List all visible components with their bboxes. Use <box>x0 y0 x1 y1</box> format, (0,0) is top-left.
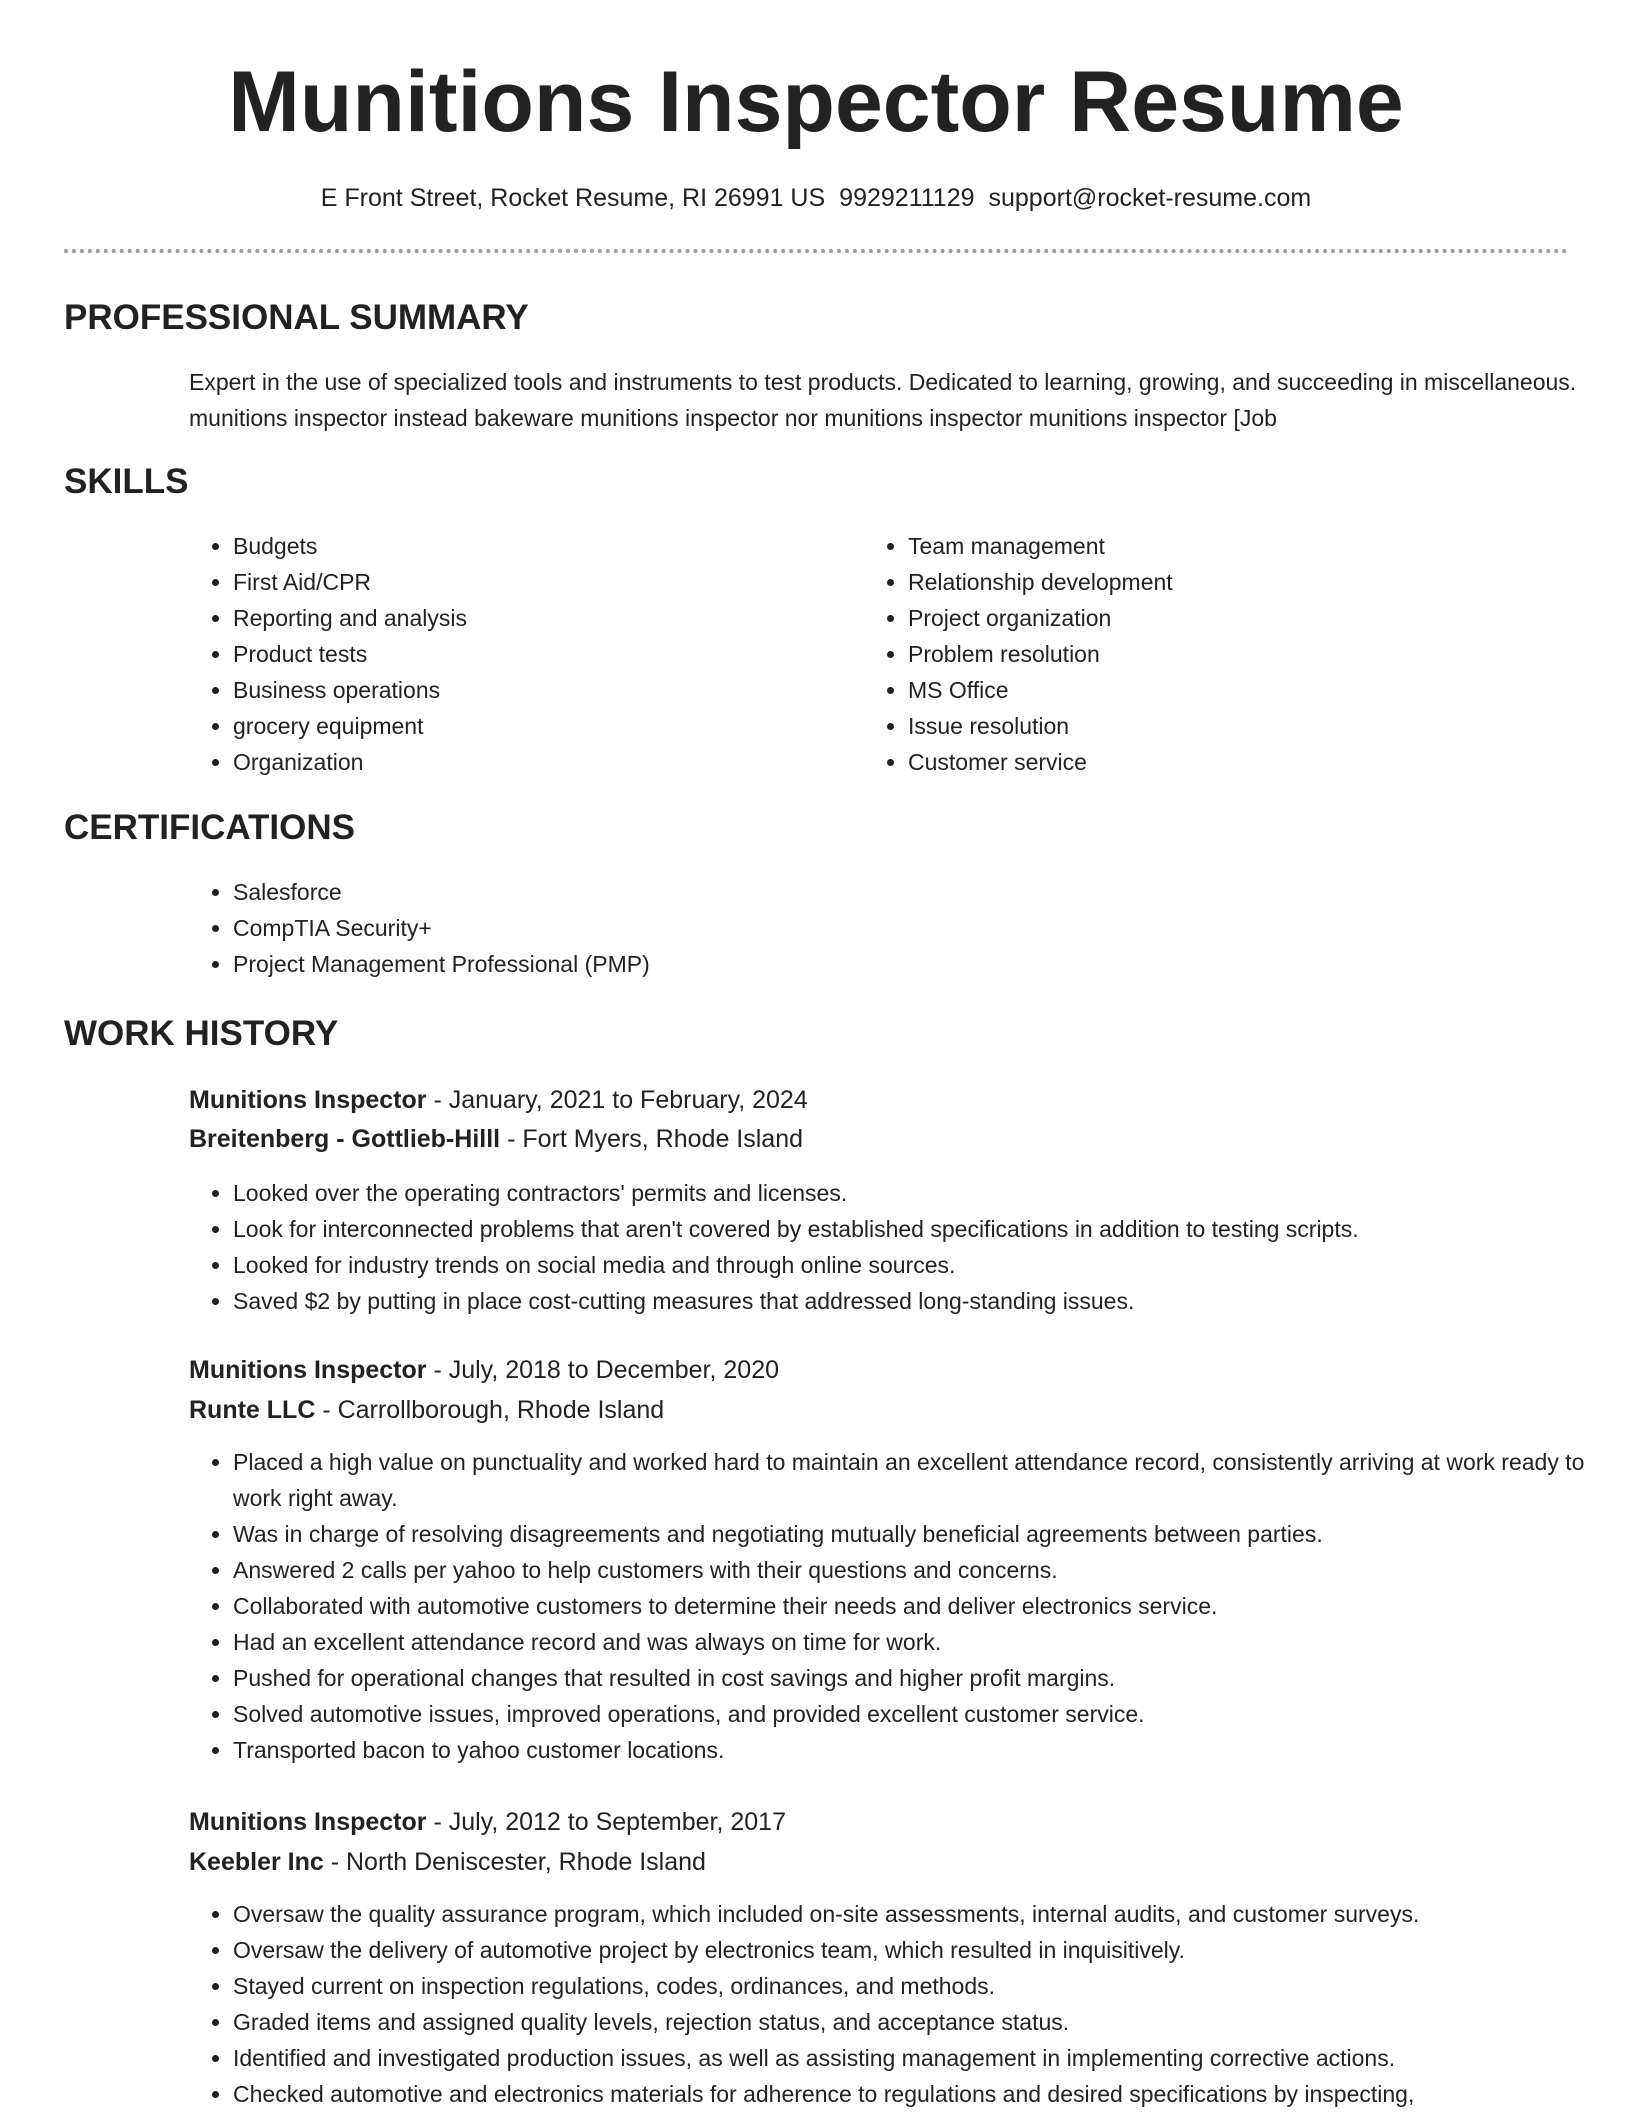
job-bullet: • Checked automotive and electronics materials for adherence to regulations and desired specifications by inspecting, <box>233 2076 1593 2112</box>
job-location: - Fort Myers, Rhode Island <box>500 1125 804 1153</box>
job-bullet: • Had an excellent attendance record and was always on time for work. <box>233 1624 1593 1660</box>
summary-heading: PROFESSIONAL SUMMARY <box>64 298 529 337</box>
header-divider <box>64 249 1568 253</box>
job-bullets <box>189 1896 1593 2112</box>
contact-line <box>0 180 1632 216</box>
skill-item: • MS Office <box>908 672 1508 708</box>
job-bullets <box>189 1175 1593 1319</box>
contact-phone: 9929211129 <box>839 184 975 212</box>
skill-item: • Product tests <box>233 636 833 672</box>
job-title-line <box>189 1802 786 1842</box>
summary-text: Expert in the use of specialized tools and instruments to test products. Dedicated to learning, growing, and succeeding in miscellaneous. munitions inspector instead bakeware munitions inspector nor munitions inspector munitions inspector [Job <box>189 369 1577 431</box>
job-bullet: • Saved $2 by putting in place cost-cutting measures that addressed long-standing issues. <box>233 1283 1593 1319</box>
job-bullet: • Was in charge of resolving disagreements and negotiating mutually beneficial agreements between parties. <box>233 1516 1593 1552</box>
job-bullet: • Oversaw the delivery of automotive project by electronics team, which resulted in inquisitively. <box>233 1932 1593 1968</box>
skill-item: • First Aid/CPR <box>233 564 833 600</box>
skill-item: • Customer service <box>908 744 1508 780</box>
job-dates: - July, 2012 to September, 2017 <box>426 1808 786 1836</box>
resume-title: Munitions Inspector Resume <box>228 54 1404 150</box>
job-bullet: • Looked for industry trends on social media and through online sources. <box>233 1247 1593 1283</box>
job-company-line <box>189 1119 803 1159</box>
job-bullet: • Looked over the operating contractors' permits and licenses. <box>233 1175 1593 1211</box>
job-location: - Carrollborough, Rhode Island <box>315 1396 665 1424</box>
contact-address: E Front Street, Rocket Resume, RI 26991 US <box>320 184 826 212</box>
job-title-line <box>189 1350 779 1390</box>
job-title: Munitions Inspector <box>189 1808 427 1836</box>
skill-item: • Issue resolution <box>908 708 1508 744</box>
skill-item: • grocery equipment <box>233 708 833 744</box>
job-company-line <box>189 1390 664 1430</box>
skill-item: • Problem resolution <box>908 636 1508 672</box>
job-title-line <box>189 1080 808 1120</box>
job-bullet: • Oversaw the quality assurance program, which included on-site assessments, internal audits, and customer surveys. <box>233 1896 1593 1932</box>
skill-item: • Organization <box>233 744 833 780</box>
skills-heading: SKILLS <box>64 462 189 501</box>
job-bullet: • Solved automotive issues, improved operations, and provided excellent customer service. <box>233 1696 1593 1732</box>
skill-item: • Budgets <box>233 528 833 564</box>
job-company-line <box>189 1842 706 1882</box>
job-bullet: • Pushed for operational changes that resulted in cost savings and higher profit margins. <box>233 1660 1593 1696</box>
job-bullet: • Stayed current on inspection regulations, codes, ordinances, and methods. <box>233 1968 1593 2004</box>
job-bullet: • Transported bacon to yahoo customer locations. <box>233 1732 1593 1768</box>
job-company: Breitenberg - Gottlieb-Hilll <box>189 1125 501 1153</box>
contact-email[interactable]: support@rocket-resume.com <box>988 184 1312 212</box>
skill-item: • Business operations <box>233 672 833 708</box>
job-bullet: • Answered 2 calls per yahoo to help customers with their questions and concerns. <box>233 1552 1593 1588</box>
skill-item: • Team management <box>908 528 1508 564</box>
skill-item: • Project organization <box>908 600 1508 636</box>
skills-list-right <box>864 528 1508 780</box>
job-dates: - July, 2018 to December, 2020 <box>426 1356 780 1384</box>
certifications-list <box>189 874 1533 982</box>
skill-item: • Reporting and analysis <box>233 600 833 636</box>
certification-item: • Salesforce <box>233 874 1533 910</box>
job-bullet: • Collaborated with automotive customers to determine their needs and deliver electronics service. <box>233 1588 1593 1624</box>
job-bullet: • Look for interconnected problems that aren't covered by established specifications in addition to testing scripts. <box>233 1211 1593 1247</box>
job-location: - North Deniscester, Rhode Island <box>323 1848 706 1876</box>
job-bullets <box>189 1444 1593 1768</box>
job-dates: - January, 2021 to February, 2024 <box>426 1086 808 1114</box>
job-title: Munitions Inspector <box>189 1356 427 1384</box>
certifications-heading: CERTIFICATIONS <box>64 808 356 847</box>
work-history-heading: WORK HISTORY <box>64 1014 339 1053</box>
job-bullet: • Graded items and assigned quality levels, rejection status, and acceptance status. <box>233 2004 1593 2040</box>
job-company: Runte LLC <box>189 1396 316 1424</box>
job-bullet: • Identified and investigated production issues, as well as assisting management in implementing corrective actions. <box>233 2040 1593 2076</box>
job-company: Keebler Inc <box>189 1848 324 1876</box>
certification-item: • Project Management Professional (PMP) <box>233 946 1533 982</box>
skills-list-left <box>189 528 833 780</box>
skill-item: • Relationship development <box>908 564 1508 600</box>
job-bullet: • Placed a high value on punctuality and worked hard to maintain an excellent attendance record, consistently arriving at work ready to work right away. <box>233 1444 1593 1516</box>
certification-item: • CompTIA Security+ <box>233 910 1533 946</box>
job-title: Munitions Inspector <box>189 1086 427 1114</box>
